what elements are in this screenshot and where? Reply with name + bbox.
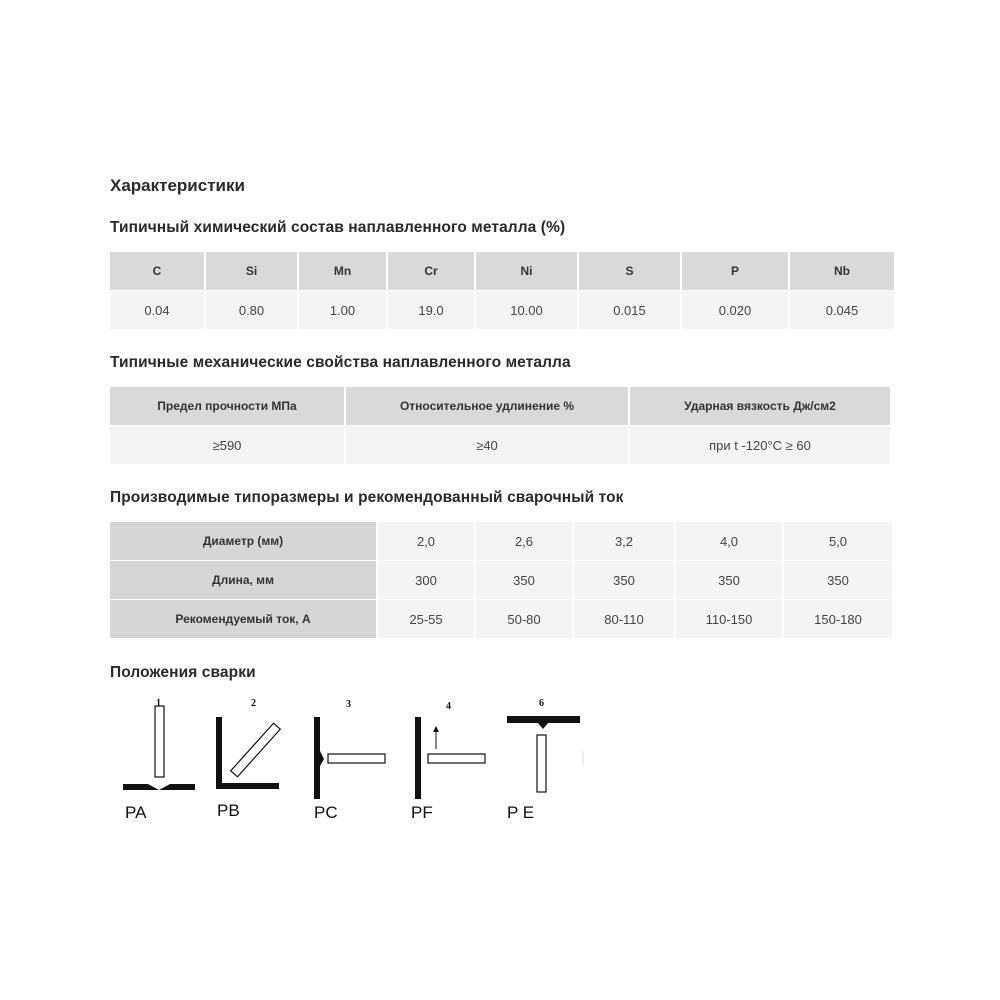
position-pf-icon xyxy=(415,717,485,799)
mechanical-heading: Типичные механические свойства наплавленного металла xyxy=(110,354,571,371)
mech-col-elongation: Относительное удлинение % xyxy=(346,387,628,425)
size-cell: 2,6 xyxy=(476,522,572,560)
size-label-length: Длина, мм xyxy=(110,561,376,599)
table-row xyxy=(110,522,892,560)
position-label-pb: PB xyxy=(217,801,240,820)
position-number: 6 xyxy=(539,698,544,709)
chem-col-s: S xyxy=(579,252,680,290)
chem-col-si: Si xyxy=(206,252,297,290)
chem-value-mn: 1.00 xyxy=(299,291,386,329)
chem-value-s: 0.015 xyxy=(579,291,680,329)
size-cell: 150-180 xyxy=(784,600,892,638)
position-number: 1 xyxy=(156,698,161,709)
size-cell: 350 xyxy=(574,561,674,599)
mech-value-toughness: при t -120°C ≥ 60 xyxy=(630,426,890,464)
size-cell: 25-55 xyxy=(378,600,474,638)
position-pe-icon xyxy=(507,716,583,792)
position-number: 3 xyxy=(346,699,351,710)
position-number: 2 xyxy=(251,698,256,709)
size-cell: 3,2 xyxy=(574,522,674,560)
size-cell: 350 xyxy=(476,561,572,599)
table-row xyxy=(110,600,892,638)
chem-value-ni: 10.00 xyxy=(476,291,577,329)
chem-value-c: 0.04 xyxy=(110,291,204,329)
size-cell: 80-110 xyxy=(574,600,674,638)
size-label-diameter: Диаметр (мм) xyxy=(110,522,376,560)
position-label-pf: PF xyxy=(411,803,433,822)
position-label-pc: PC xyxy=(314,803,338,822)
sizes-heading: Производимые типоразмеры и рекомендованный сварочный ток xyxy=(110,489,624,506)
chem-col-c: C xyxy=(110,252,204,290)
size-cell: 5,0 xyxy=(784,522,892,560)
size-cell: 350 xyxy=(784,561,892,599)
size-cell: 110-150 xyxy=(676,600,782,638)
mech-value-strength: ≥590 xyxy=(110,426,344,464)
mech-col-strength: Предел прочности МПа xyxy=(110,387,344,425)
positions-heading: Положения сварки xyxy=(110,664,256,681)
table-header-row xyxy=(110,387,890,425)
chem-value-p: 0.020 xyxy=(682,291,788,329)
chem-value-si: 0.80 xyxy=(206,291,297,329)
table-row xyxy=(110,561,892,599)
size-label-current: Рекомендуемый ток, А xyxy=(110,600,376,638)
size-cell: 300 xyxy=(378,561,474,599)
chem-col-nb: Nb xyxy=(790,252,894,290)
mech-col-toughness: Ударная вязкость Дж/см2 xyxy=(630,387,890,425)
position-label-pe: P E xyxy=(507,803,535,822)
chem-col-p: P xyxy=(682,252,788,290)
table-row xyxy=(110,426,890,464)
chem-value-nb: 0.045 xyxy=(790,291,894,329)
chem-col-cr: Cr xyxy=(388,252,474,290)
welding-positions-drawing xyxy=(110,695,610,835)
mech-value-elongation: ≥40 xyxy=(346,426,628,464)
chemical-table xyxy=(108,251,896,330)
chem-value-cr: 19.0 xyxy=(388,291,474,329)
page-title: Характеристики xyxy=(110,176,245,195)
table-row xyxy=(110,291,894,329)
position-pb-icon xyxy=(216,717,280,789)
sizes-table xyxy=(108,521,894,639)
size-cell: 2,0 xyxy=(378,522,474,560)
size-cell: 350 xyxy=(676,561,782,599)
position-number: 4 xyxy=(446,701,451,712)
position-label-pa: PA xyxy=(125,803,147,822)
chem-col-ni: Ni xyxy=(476,252,577,290)
size-cell: 50-80 xyxy=(476,600,572,638)
size-cell: 4,0 xyxy=(676,522,782,560)
mechanical-table xyxy=(108,386,892,465)
table-header-row xyxy=(110,252,894,290)
position-pa-icon xyxy=(123,706,195,790)
welding-positions-diagram xyxy=(110,695,610,835)
position-pc-icon xyxy=(314,717,385,799)
chem-col-mn: Mn xyxy=(299,252,386,290)
chemical-heading: Типичный химический состав наплавленного металла (%) xyxy=(110,219,566,236)
